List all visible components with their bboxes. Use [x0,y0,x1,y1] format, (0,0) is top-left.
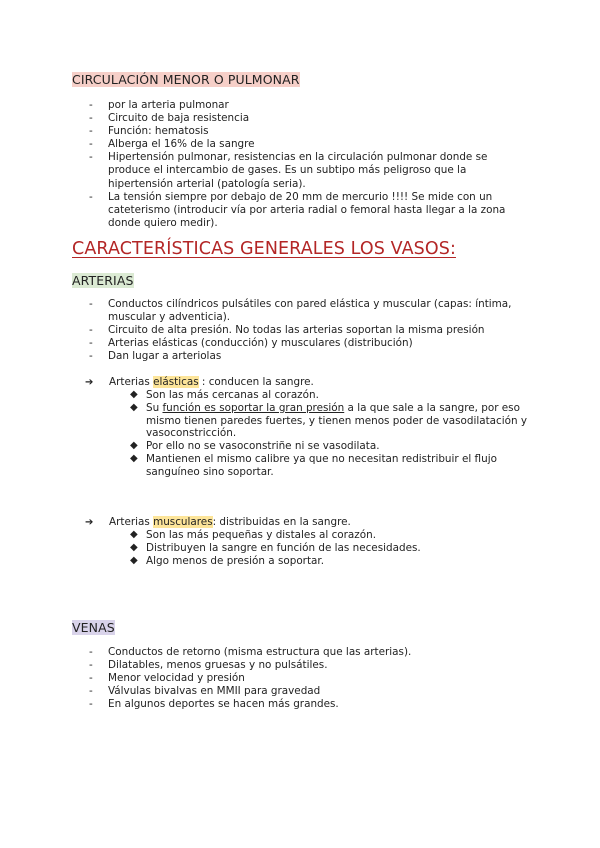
list-item: - Conductos cilíndricos pulsátiles con pared elástica y muscular (capas: íntima, muscular y adventicia). [89,298,512,324]
list-item: - Dilatables, menos gruesas y no pulsátiles. [89,659,328,672]
section-heading-arterias [72,273,134,288]
arrow-icon: ➔ [85,517,94,528]
venas-list [72,646,542,711]
arterias-title: ARTERIAS [72,273,134,288]
list-item: ◆ Son las más pequeñas y distales al corazón. [130,529,376,541]
list-item: - Alberga el 16% de la sangre [89,138,255,151]
list-item: - Arterias elásticas (conducción) y musculares (distribución) [89,337,413,350]
elasticas-highlight: elásticas [153,376,199,388]
diamond-icon: ◆ [130,554,138,566]
elasticas-sublist [128,389,538,479]
list-item: ◆ Son las más cercanas al corazón. [130,389,319,401]
list-item: - Dan lugar a arteriolas [89,350,222,363]
diamond-icon: ◆ [130,452,138,464]
musculares-sublist [128,529,538,567]
list-item: ◆ Por ello no se vasoconstriñe ni se vasodilata. [130,440,380,453]
diamond-icon: ◆ [130,389,138,400]
diamond-icon: ◆ [130,440,138,452]
list-item: - Circuito de alta presión. No todas las arterias soportan la misma presión [89,324,485,337]
section-heading-caracteristicas: CARACTERÍSTICAS GENERALES LOS VASOS: [72,239,456,259]
list-item: - Conductos de retorno (misma estructura que las arterias). [89,646,412,658]
arterias-musculares-item: ➔ Arterias musculares: distribuidas en la sangre. [85,516,351,528]
arrow-icon: ➔ [85,377,94,388]
list-item: - Circuito de baja resistencia [89,112,250,125]
list-item: ◆ Algo menos de presión a soportar. [130,554,325,567]
diamond-icon: ◆ [130,529,138,540]
circulacion-list [72,99,532,230]
list-item: - por la arteria pulmonar [89,99,229,111]
list-item: - La tensión siempre por debajo de 20 mm de mercurio !!!! Se mide con un cateterismo (introducir vía por arteria radial o femoral hasta llegar a la zona donde quiero medir). [89,190,506,229]
musculares-highlight: musculares [153,516,213,528]
list-item: - Válvulas bivalvas en MMII para gravedad [89,685,321,698]
list-item: ◆ Distribuyen la sangre en función de las necesidades. [130,541,421,554]
arterias-list [72,298,542,363]
section-heading-venas [72,620,115,635]
arterias-elasticas-item: ➔ Arterias elásticas : conducen la sangre. [85,376,314,388]
venas-title: VENAS [72,620,115,635]
list-item: ◆ Su función es soportar la gran presión a la que sale a la sangre, por eso mismo tienen paredes fuertes, y tienen menos poder de vasodilatación y vasoconstricción. [130,401,528,440]
diamond-icon: ◆ [130,401,138,413]
diamond-icon: ◆ [130,541,138,553]
list-item: - En algunos deportes se hacen más grandes. [89,698,339,711]
section-heading-circulacion [72,72,300,87]
circulacion-title: CIRCULACIÓN MENOR O PULMONAR [72,72,300,87]
list-item: - Menor velocidad y presión [89,672,245,685]
list-item: - Función: hematosis [89,125,209,138]
list-item: - Hipertensión pulmonar, resistencias en la circulación pulmonar donde se produce el intercambio de gases. Es un subtipo más peligroso que la hipertensión arterial (patología seria). [89,151,488,190]
list-item: ◆ Mantienen el mismo calibre ya que no necesitan redistribuir el flujo sanguíneo sino soportar. [130,452,497,478]
